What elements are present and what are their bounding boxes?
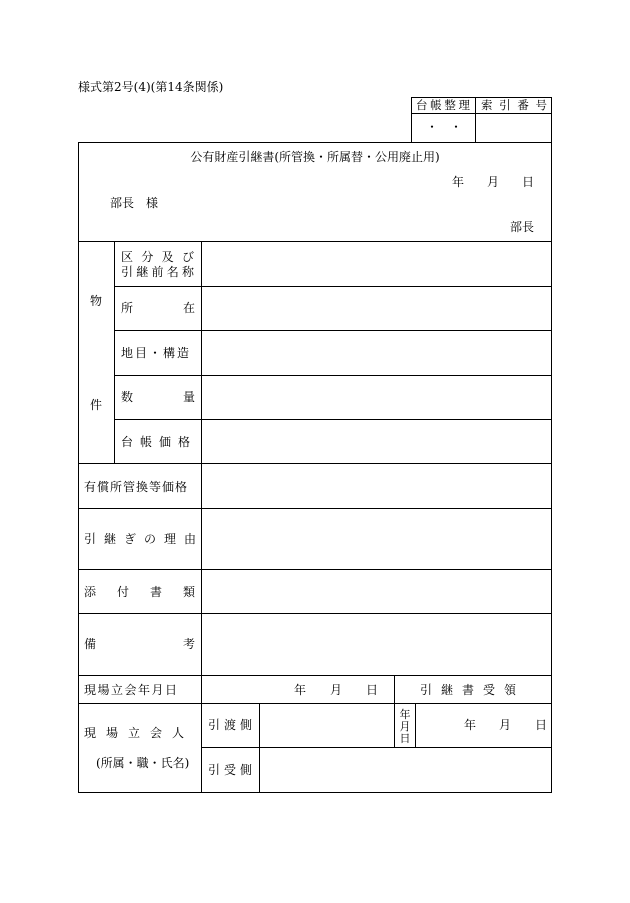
input-location[interactable] (204, 289, 550, 328)
register-col2-label: 索 引 番 号 (481, 98, 547, 112)
receipt-date-vertical-label: 年 月 日 (399, 708, 411, 745)
label-land-structure: 地目・構造 (121, 346, 192, 360)
label-compensation-price: 有償所管換等価格 (84, 480, 189, 494)
onsite-date-year: 年 (294, 683, 307, 697)
date-day-label: 日 (522, 175, 535, 189)
label-remarks-left: 備 (84, 637, 97, 651)
receipt-date-month: 月 (499, 718, 512, 732)
label-attachments: 添付書類 (84, 585, 217, 599)
label-ledger-price: 台帳価格 (121, 435, 198, 449)
onsite-date-day: 日 (366, 683, 379, 697)
label-witness-sub: (所属・職・氏名) (96, 756, 190, 770)
property-group-label-top: 物 (90, 294, 103, 308)
label-location-right: 在 (183, 301, 196, 315)
input-remarks[interactable] (204, 616, 550, 673)
label-transfer-reason: 引継ぎの理由 (84, 532, 205, 546)
input-category-name[interactable] (204, 244, 550, 284)
label-receiver-side: 引受側 (208, 763, 257, 777)
register-col1-value[interactable]: ・ ・ (426, 120, 463, 134)
label-handover-side: 引渡側 (208, 718, 257, 732)
form-id: 様式第2号(4)(第14条関係) (78, 80, 224, 94)
receipt-date-year: 年 (464, 718, 477, 732)
label-quantity-right: 量 (183, 390, 196, 404)
input-ledger-price[interactable] (204, 422, 550, 461)
onsite-date-month: 月 (330, 683, 343, 697)
input-attachments[interactable] (204, 572, 550, 611)
register-col1-label: 台 帳 整 理 (416, 98, 470, 112)
document-title: 公有財産引継書(所管換・所属替・公用廃止用) (190, 150, 440, 164)
input-transfer-reason[interactable] (204, 511, 550, 567)
date-year-label: 年 (452, 175, 465, 189)
property-group-label-bottom: 件 (90, 398, 103, 412)
label-location-left: 所 (121, 301, 134, 315)
input-compensation-price[interactable] (204, 466, 550, 506)
label-remarks-right: 考 (183, 637, 196, 651)
label-category-line2: 引 継 前 名 称 (121, 265, 194, 279)
label-onsite-date: 現場立会年月日 (84, 683, 179, 697)
label-quantity-left: 数 (121, 390, 134, 404)
input-land-structure[interactable] (204, 333, 550, 373)
input-receiver-side[interactable] (262, 750, 550, 791)
addressee: 部長 様 (110, 196, 159, 210)
input-handover-side[interactable] (262, 706, 392, 745)
date-month-label: 月 (487, 175, 500, 189)
label-receipt: 引継書受領 (420, 683, 526, 697)
label-category-line1: 区 分 及 び (121, 250, 194, 264)
input-quantity[interactable] (204, 378, 550, 417)
register-col2-value[interactable] (478, 116, 550, 140)
receipt-date-day: 日 (535, 718, 548, 732)
sender: 部長 (510, 220, 535, 234)
label-witness: 現場立会人 (84, 726, 195, 740)
